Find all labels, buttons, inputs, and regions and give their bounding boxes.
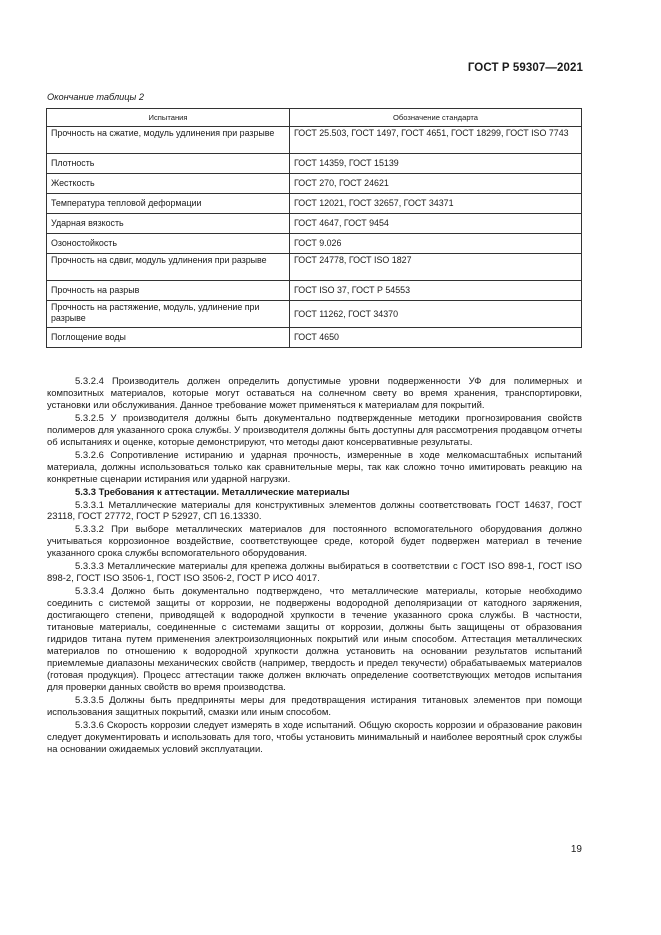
standard-cell: ГОСТ 11262, ГОСТ 34370 — [290, 301, 582, 328]
standard-cell: ГОСТ 24778, ГОСТ ISO 1827 — [290, 254, 582, 281]
standard-cell: ГОСТ 4647, ГОСТ 9454 — [290, 214, 582, 234]
table-row — [47, 194, 582, 214]
paragraph-5-3-3-1: 5.3.3.1 Металлические материалы для конструктивных элементов должны соответствовать ГОСТ 14637, ГОСТ 23118, ГОСТ 27772, ГОСТ Р 52927, СП 16.13330. — [47, 499, 582, 523]
paragraph-5-3-2-6: 5.3.2.6 Сопротивление истиранию и ударная прочность, измеренные в ходе мелкомасштабных испытаний материала, должны использоваться только как сравнительные меры, так как сложно точно имитировать реакцию на конкретные сценарии истирания или ударной нагрузки. — [47, 449, 582, 485]
paragraph-5-3-3-4: 5.3.3.4 Должно быть документально подтверждено, что металлические материалы, которые необходимо соединить с системой защиты от коррозии, не подвержены водородной деполяризации от катодного заряжения, достигающего степени, приводящей к водородной хрупкости в течение указанного срока службы. В частности, титановые материалы, соединенные с системами защиты от коррозии, должны быть защищены от образования гидридов титана путем применения электроизоляционных покрытий или иным способом. Аттестация металлических материалов по отношению к водородной хрупкости должна установить на основании результатов испытаний приемлемые диапазоны механических свойств (например, твердость и предел текучести) обрабатываемых материалов (готовая продукция). Процесс аттестации также должен включать определение соответствующих методов испытания для проверки данных свойств во время производства. — [47, 586, 582, 693]
test-cell: Прочность на растяжение, модуль, удлинение при разрыве — [47, 301, 290, 328]
table-caption: Окончание таблицы 2 — [47, 92, 144, 102]
test-cell: Жесткость — [47, 174, 290, 194]
table-header-row — [47, 109, 582, 127]
table-row — [47, 127, 582, 154]
table-row — [47, 328, 582, 348]
test-cell: Прочность на разрыв — [47, 281, 290, 301]
column-header-standard: Обозначение стандарта — [290, 109, 582, 127]
column-header-test: Испытания — [47, 109, 290, 127]
test-cell: Ударная вязкость — [47, 214, 290, 234]
table-row — [47, 301, 582, 328]
document-id: ГОСТ Р 59307—2021 — [467, 62, 583, 74]
paragraph-5-3-3-6: 5.3.3.6 Скорость коррозии следует измерять в ходе испытаний. Общую скорость коррозии и образование раковин следует документировать и использовать для того, чтобы установить минимальный и наиболее вероятный срок службы на основании ожидаемых условий эксплуатации. — [47, 719, 582, 755]
standards-table — [46, 108, 582, 348]
body-text — [47, 376, 582, 757]
paragraph-5-3-3-2: 5.3.3.2 При выборе металлических материалов для постоянного вспомогательного оборудования должно учитываться коррозионное воздействие, соответствующее среде, которой будет подвержен материал в течение указанного срока службы вспомогательного оборудования. — [47, 524, 582, 560]
standard-cell: ГОСТ 14359, ГОСТ 15139 — [290, 154, 582, 174]
test-cell: Плотность — [47, 154, 290, 174]
test-cell: Озоностойкость — [47, 234, 290, 254]
table-row — [47, 254, 582, 281]
standard-cell: ГОСТ ISO 37, ГОСТ Р 54553 — [290, 281, 582, 301]
standard-cell: ГОСТ 25.503, ГОСТ 1497, ГОСТ 4651, ГОСТ 18299, ГОСТ ISO 7743 — [290, 127, 582, 154]
standard-cell: ГОСТ 9.026 — [290, 234, 582, 254]
standard-cell: ГОСТ 12021, ГОСТ 32657, ГОСТ 34371 — [290, 194, 582, 214]
test-cell: Поглощение воды — [47, 328, 290, 348]
table-row — [47, 281, 582, 301]
table-row — [47, 174, 582, 194]
paragraph-5-3-2-5: 5.3.2.5 У производителя должны быть документально подтвержденные методики прогнозирования свойств полимеров для указанного срока службы. У производителя должны быть доступны для рассмотрения продавцом отчеты об испытаниях и оценке, которые демонстрируют, что методы дают консервативные результаты. — [47, 412, 582, 448]
test-cell: Прочность на сдвиг, модуль удлинения при разрыве — [47, 254, 290, 281]
page-number: 19 — [570, 844, 582, 855]
paragraph-5-3-3-3: 5.3.3.3 Металлические материалы для крепежа должны выбираться в соответствии с ГОСТ ISO 898-1, ГОСТ ISO 898-2, ГОСТ ISO 3506-1, ГОСТ ISO 3506-2, ГОСТ Р ИСО 4017. — [47, 561, 582, 585]
table-row — [47, 234, 582, 254]
table-row — [47, 154, 582, 174]
section-heading-5-3-3: 5.3.3 Требования к аттестации. Металлические материалы — [75, 486, 350, 498]
paragraph-5-3-2-4: 5.3.2.4 Производитель должен определить допустимые уровни подверженности УФ для полимерных и композитных материалов, которые могут оставаться на солнечном свету во время хранения, транспортировки, установки или обслуживания. Данное требование может применяться к материалам для покрытий. — [47, 376, 582, 411]
standard-cell: ГОСТ 4650 — [290, 328, 582, 348]
table-row — [47, 214, 582, 234]
standard-cell: ГОСТ 270, ГОСТ 24621 — [290, 174, 582, 194]
paragraph-5-3-3-5: 5.3.3.5 Должны быть предприняты меры для предотвращения истирания титановых элементов при помощи использования защитных покрытий, смазки или иным способом. — [47, 694, 582, 718]
test-cell: Прочность на сжатие, модуль удлинения при разрыве — [47, 127, 290, 154]
test-cell: Температура тепловой деформации — [47, 194, 290, 214]
